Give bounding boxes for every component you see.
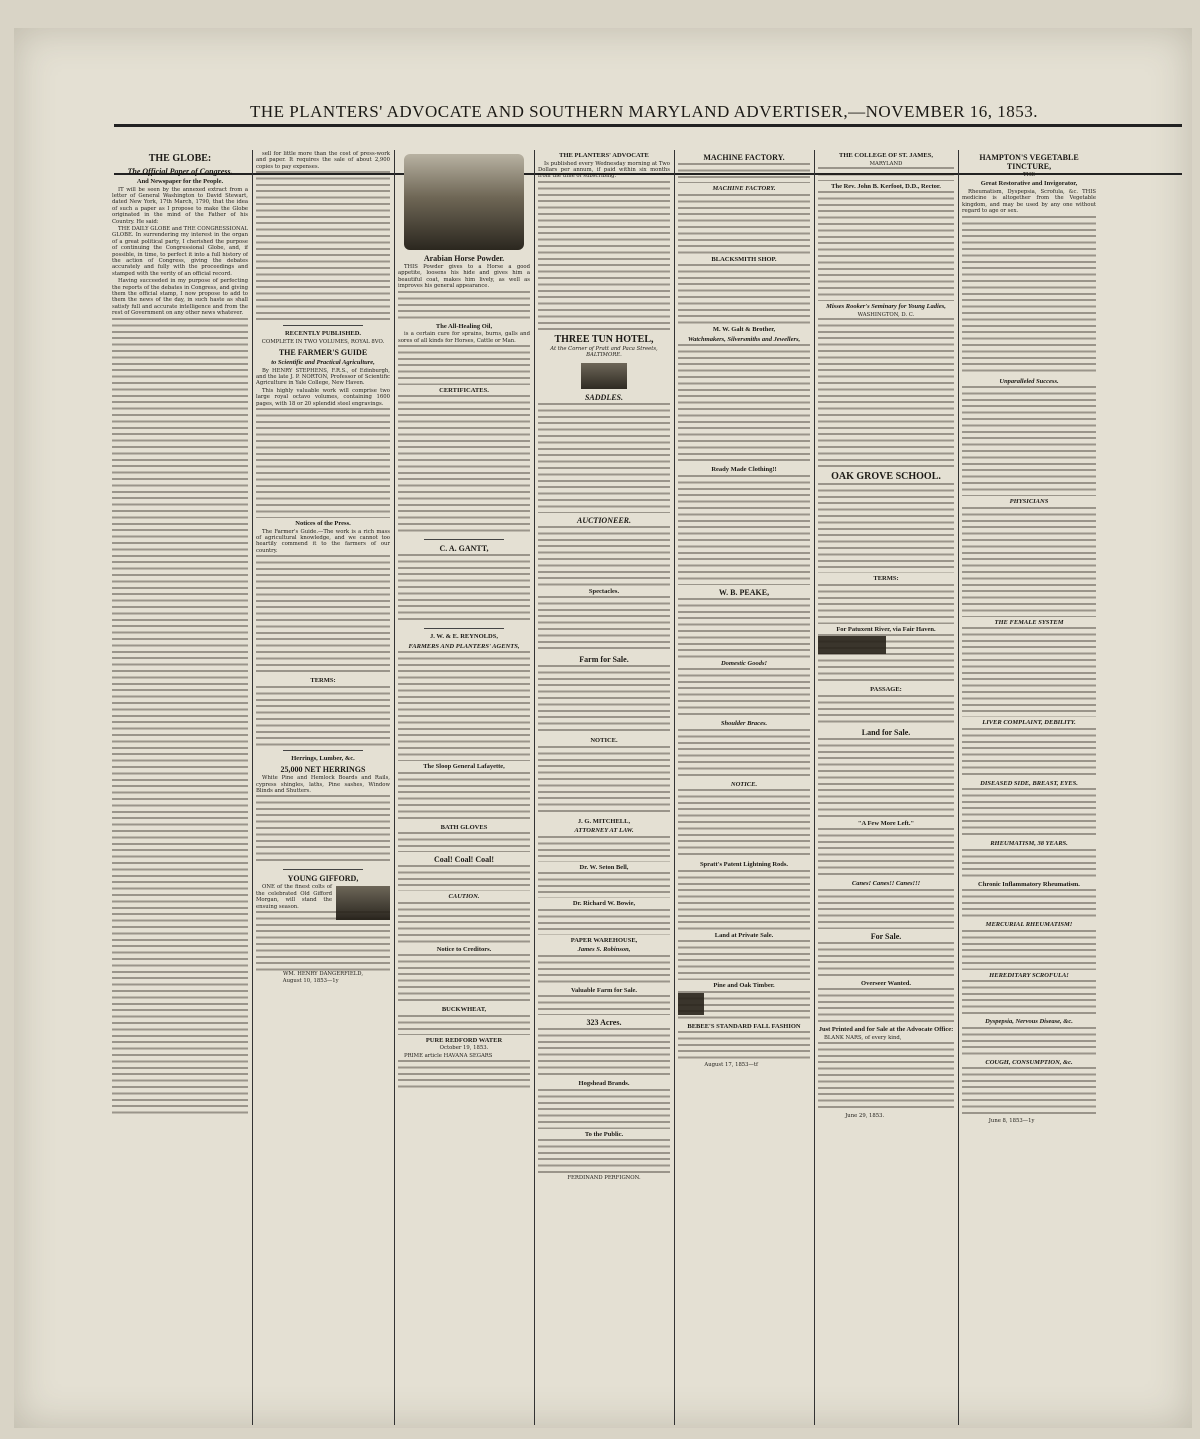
body-text [678,598,810,658]
column-rule [674,150,675,1425]
body-text [398,832,530,852]
ad-title: Land for Sale. [861,727,911,737]
body-text [962,788,1096,838]
section-heading: And Newspaper for the People. [136,178,224,185]
ad-subtitle: ATTORNEY AT LAW. [574,827,634,835]
ad-title: Just Printed and for Sale at the Advocate Office: [818,1026,954,1034]
body-text [678,668,810,718]
ad-title: BEBEE'S STANDARD FALL FASHION [687,1022,801,1030]
body-text [962,930,1096,970]
date-line: October 19, 1853. [439,1045,489,1052]
ad-line: COMPLETE IN TWO VOLUMES, ROYAL 8VO. [261,338,385,345]
body-text [398,345,530,385]
ad-subtitle: James S. Robinson, [577,946,631,954]
section-heading: COUGH, CONSUMPTION, &c. [985,1058,1073,1066]
section-heading: LIVER COMPLAINT, DEBILITY. [982,719,1076,727]
section-heading: Unparalleled Success. [999,377,1059,385]
ad-heading: PASSAGE: [870,686,902,694]
ad-title: MACHINE FACTORY. [703,153,785,162]
body-text [678,475,810,585]
ad-title: Hogshead Brands. [578,1080,630,1088]
body-text [818,738,954,818]
body-text [538,746,670,816]
ad-title: J. G. MITCHELL, [577,817,631,825]
column-4 [538,150,670,1430]
body-text [962,849,1096,879]
section-heading: HEREDITARY SCROFULA! [989,971,1069,979]
ad-heading: CERTIFICATES. [439,386,489,394]
body-text [818,167,954,181]
body-text [818,318,954,468]
paragraph: Having succeeded in my purpose of perfecting the reports of the debates in Congress, and giving them the official stamp, I now propose to add to them the news of the day, in such haste as shall satisfy full and accurate intelligence and from the rest of Government on any other news whatever. [112,278,248,317]
ad-title: W. B. PEAKE, [718,587,770,597]
body-text [538,1139,670,1175]
column-7 [962,150,1096,1430]
body-text [962,1027,1096,1057]
column-1 [112,150,248,1430]
separator [283,750,363,751]
body-text [818,191,954,301]
body-text [398,1060,530,1090]
body-text [538,403,670,513]
ad-title: Land at Private Sale. [714,931,774,939]
body-text [538,1089,670,1129]
paragraph: is a certain cure for sprains, burns, galls and sores of all kinds for Horses, Cattle or Man. [398,331,530,344]
column-3 [398,150,530,1430]
body-text [962,1067,1096,1117]
body-text [398,651,530,761]
body-text [256,686,390,746]
masthead-rule [114,124,1182,127]
ad-title: For Sale. [870,931,902,941]
body-text [678,789,810,859]
date-line: August 10, 1853—1y [282,978,339,985]
ad-title: Notice to Creditors. [436,945,492,953]
ad-heading: THE PLANTERS' ADVOCATE [559,152,649,159]
ad-title: J. W. & E. REYNOLDS, [430,633,498,641]
body-text [962,728,1096,778]
arabian-horse-illustration [404,154,524,250]
paragraph: THE DAILY GLOBE and THE CONGRESSIONAL GLOBE. In surrendering my interest in the organ of a great political party, I cherished the purpose of continuing the Congressional Globe, and, if possible, in time, to perfect it into a full history of the action of Congress, giving the debates accurately and fully with the proceedings and stamped with the verity of an official record. [112,225,248,277]
ad-heading: Herrings, Lumber, &c. [291,754,355,762]
body-text [256,171,390,321]
paragraph: sell for little more than the cost of press-work and paper. It requires the sale of about 2,900 copies to pay expenses. [256,151,390,170]
body-text [398,954,530,1004]
paragraph: PRIME article HAVANA SEGARS [404,1052,493,1059]
body-text [538,665,670,735]
body-text [962,507,1096,617]
section-heading: Chronic Inflammatory Rheumatism. [978,880,1080,888]
column-rule [534,150,535,1425]
ad-title: Pine and Oak Timber. [713,982,775,989]
separator [424,628,503,629]
body-text [398,865,530,891]
body-text [538,596,670,652]
body-text [256,408,390,518]
body-text [962,980,1096,1016]
paragraph: ONE of the finest colts of the celebrated Old Gifford Morgan, will stand the ensuing season. [256,884,332,910]
date-line: June 8, 1853—1y [988,1118,1035,1125]
body-text [818,695,954,725]
section-heading: MERCURIAL RHEUMATISM! [985,921,1073,929]
ad-title: SADDLES. [584,392,623,402]
ad-title: Spratt's Patent Lightning Rods. [699,861,789,868]
body-text [538,872,670,898]
body-text [398,554,530,624]
body-text [398,902,530,944]
ad-title: "A Few More Left." [857,819,915,827]
body-text [678,194,810,254]
column-rule [252,150,253,1425]
paragraph: White Pine and Hemlock Boards and Rails, cypress shingles, laths, Pine sashes, Window Blinds and Shutters. [256,775,390,794]
ad-title: C. A. GANTT, [439,544,489,554]
body-text [398,772,530,822]
article-title: THE GLOBE: [148,153,212,164]
section-heading: DISEASED SIDE, BREAST, EYES. [980,779,1078,787]
body-text [538,181,670,331]
column-rule [394,150,395,1425]
body-text [678,344,810,464]
ad-title: NOTICE. [730,780,758,788]
ad-title: Canes! Canes!! Canes!!! [851,880,921,888]
body-text [678,163,810,183]
ad-title: Farm for Sale. [579,655,629,665]
signature: WM. HENRY DANGERFIELD, [282,971,364,978]
section-heading: THE FEMALE SYSTEM [994,618,1064,626]
section-heading: Dyspepsia, Nervous Disease, &c. [985,1018,1073,1026]
body-text [818,988,954,1024]
ad-title: THE COLLEGE OF ST. JAMES, [839,152,933,159]
ad-heading: RECENTLY PUBLISHED. [284,330,362,338]
ad-title: PURE REDFORD WATER [425,1036,503,1044]
date-line: August 17, 1853—tf [704,1062,758,1068]
ad-line: WASHINGTON, D. C. [857,311,915,318]
ad-title: 25,000 NET HERRINGS [280,765,366,775]
ad-title: Spectacles. [588,587,620,595]
ad-title: Dr. Richard W. Bowie, [572,900,636,908]
section-heading: PHYSICIANS [1009,498,1049,506]
column-6 [818,150,954,1430]
paragraph: BLANK NARS, of every kind, [824,1034,902,1041]
ad-subtitle: Great Restorative and Invigorator, [980,180,1078,188]
body-text [398,1015,530,1035]
ad-title: Ready Made Clothing!! [711,466,777,473]
body-text [818,634,954,684]
separator [283,325,363,326]
body-text [962,889,1096,919]
ad-subtitle: to Scientific and Practical Agriculture, [271,359,375,367]
article-subtitle: The Official Paper of Congress. [127,167,233,176]
paragraph: By HENRY STEPHENS, F.R.S., of Edinburgh, and the late J. P. NORTON, Professor of Scientific Agriculture in Yale College, New Haven. [256,367,390,387]
body-text [112,318,248,1118]
ad-title: Valuable Farm for Sale. [570,986,638,994]
ad-title: THE FARMER'S GUIDE [278,348,368,358]
body-text [818,1042,954,1112]
body-text [818,483,954,573]
column-5 [678,150,810,1430]
date-line: June 29, 1853. [845,1113,885,1120]
separator [424,539,503,540]
ad-title: OAK GROVE SCHOOL. [831,471,941,483]
hotel-illustration [581,363,627,389]
ad-subtitle: At the Corner of Pratt and Paca Streets, BALTIMORE. [550,345,658,359]
ad-title: BATH GLOVES [440,823,488,831]
body-text [398,395,530,535]
ad-title: Domestic Goods! [720,659,768,667]
ad-title: HAMPTON'S VEGETABLE TINCTURE, [979,153,1079,171]
ad-subtitle: MACHINE FACTORY. [712,185,776,192]
body-text [256,555,390,675]
masthead: THE PLANTERS' ADVOCATE AND SOUTHERN MARYLAND ADVERTISER,—NOVEMBER 16, 1853. [250,102,1039,121]
ad-title: PAPER WAREHOUSE, [570,936,638,944]
body-text [538,1028,670,1078]
ad-title: Dr. W. Seton Bell, [579,863,629,871]
ad-title: To the Public. [584,1130,624,1138]
body-text [818,889,954,929]
section-heading: RHEUMATISM, 38 YEARS. [990,840,1068,848]
body-text [678,264,810,324]
ad-subtitle: The Rev. John B. Kerfoot, D.D., Rector. [831,182,941,190]
body-text [538,955,670,985]
ad-heading: TERMS: [873,575,899,583]
body-text [678,870,810,930]
ad-title: BLACKSMITH SHOP. [711,255,777,263]
body-text [398,291,530,321]
paragraph: Is published every Wednesday morning at Two Dollars per annum, if paid within six months from the time of subscribing. [538,160,670,180]
body-text [818,828,954,878]
body-text [818,584,954,624]
ad-heading: The All-Healing Oil, [435,322,493,330]
ad-title: Overseer Wanted. [861,979,911,987]
ad-subtitle: FARMERS AND PLANTERS' AGENTS, [408,642,520,650]
signature: FERDINAND PERFIGNON. [567,1175,641,1182]
column-rule [958,150,959,1425]
ad-line: MARYLAND [869,160,903,167]
body-text [962,386,1096,496]
body-text [678,991,810,1021]
body-text [538,995,670,1015]
ad-title: M. W. Galt & Brother, [712,326,776,333]
ad-title: For Patuxent River, via Fair Haven. [836,625,936,633]
paragraph: The Farmer's Guide.—The work is a rich mass of agricultural knowledge, and we cannot too heartily commend it to the farmers of our country. [256,528,390,554]
ad-title: BUCKWHEAT, [441,1006,487,1014]
body-text [256,911,390,971]
ad-title: THREE TUN HOTEL, [554,333,654,345]
paragraph: This highly valuable work will comprise two large royal octavo volumes, containing 1600 pages, with 18 or 20 splendid steel engravings. [256,387,390,407]
ad-title: Arabian Horse Powder. [423,254,505,263]
body-text [818,942,954,978]
ad-title: NOTICE. [590,737,618,745]
body-text [962,627,1096,717]
separator [283,869,363,870]
body-text [678,729,810,779]
ad-title: Shoulder Braces. [720,720,768,727]
ad-heading: TERMS: [310,677,336,685]
body-text [538,909,670,935]
ad-title: The Sloop General Lafayette, [423,763,505,771]
ad-heading: Notices of the Press. [295,520,351,528]
body-text [678,1031,810,1061]
paragraph: THIS Powder gives to a Horse a good appetite, loosens his hide and gives him a beautiful coat, makes him lively, as well as improves his general appearance. [398,264,530,290]
ad-subtitle: Watchmakers, Silversmiths and Jewellers, [687,335,801,343]
ad-line: THE [1022,172,1036,178]
ad-title: YOUNG GIFFORD, [287,874,359,884]
body-text [538,836,670,862]
ad-title: CAUTION. [448,893,480,901]
column-2 [256,150,390,1430]
body-text [962,216,1096,376]
body-text [256,795,390,865]
ad-title: Coal! Coal! Coal! [434,855,494,865]
ad-title: 323 Acres. [586,1018,622,1028]
column-rule [814,150,815,1425]
paragraph: Rheumatism, Dyspepsia, Scrofula, &c. THIS medicine is altogether from the Vegetable kingdom, and may be used by any one without regard to age or sex. [962,188,1096,215]
ad-title: AUCTIONEER. [576,515,631,525]
body-text [678,940,810,980]
ad-title: Misses Rooker's Seminary for Young Ladies, [826,303,946,311]
paragraph: IT will be seen by the annexed extract from a letter of General Washington to David Stewart, dated New York, 17th March, 1790, that the idea of such a paper as I propose to make the Globe originated in the mind of the Father of his Country. He said: [112,186,248,225]
body-text [538,526,670,586]
